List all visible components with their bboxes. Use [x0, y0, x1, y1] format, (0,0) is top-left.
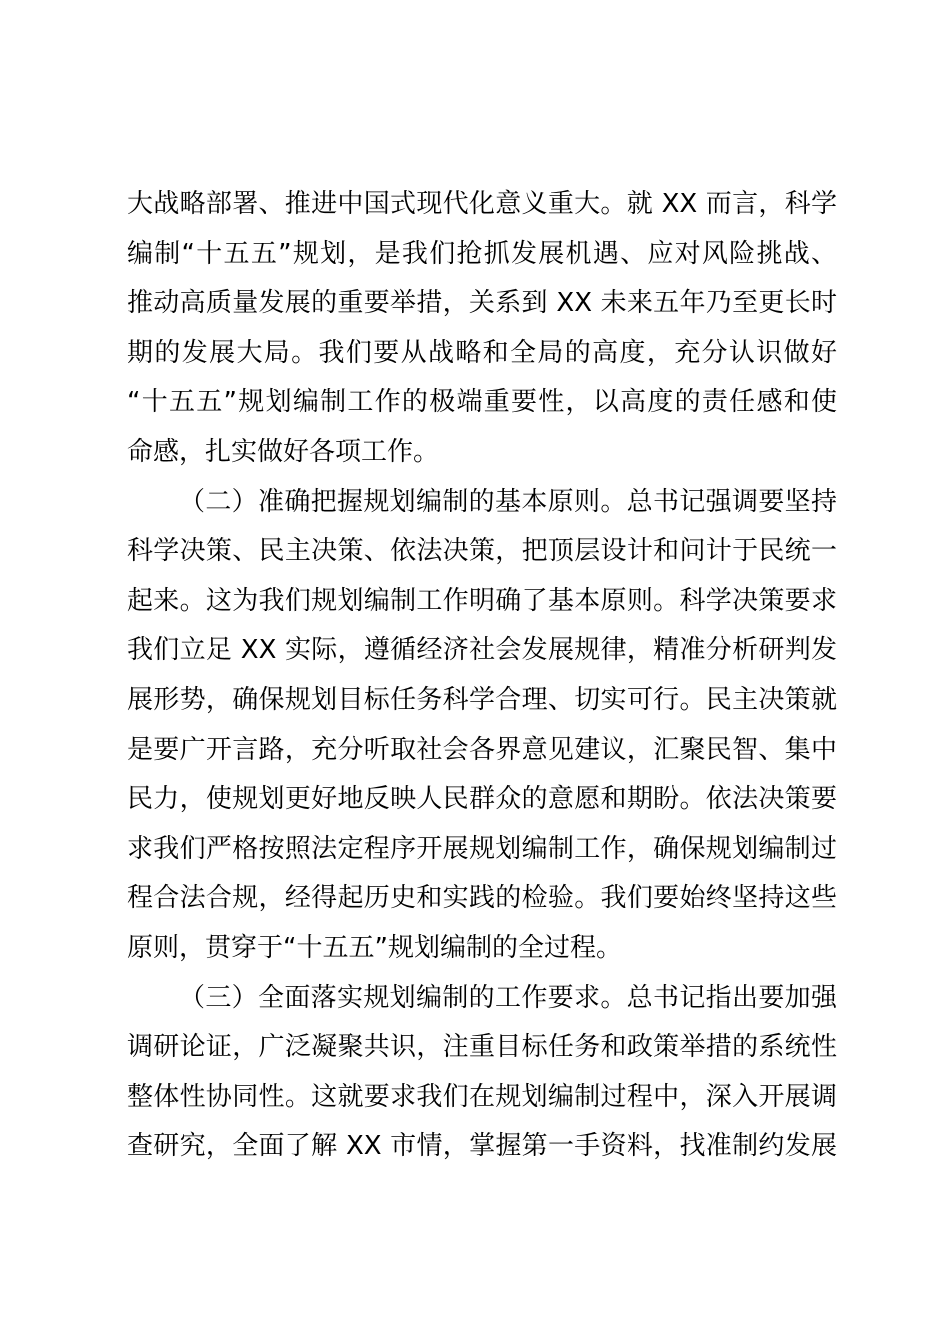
paragraph-line: 民力，使规划更好地反映人民群众的意愿和期盼。依法决策要 [127, 784, 837, 815]
paragraph-line: 大战略部署、推进中国式现代化意义重大。就 XX 而言，科学 [127, 189, 837, 219]
paragraph-line: 求我们严格按照法定程序开展规划编制工作，确保规划编制过 [127, 833, 837, 864]
paragraph-line: 期的发展大局。我们要从战略和全局的高度，充分认识做好 [127, 337, 837, 368]
paragraph-line: 科学决策、民主决策、依法决策，把顶层设计和问计于民统一 [127, 536, 837, 567]
paragraph-line: “十五五”规划编制工作的极端重要性，以高度的责任感和使 [127, 387, 837, 418]
paragraph-line: 展形势，确保规划目标任务科学合理、切实可行。民主决策就 [127, 684, 837, 715]
body-text [127, 180, 837, 1172]
paragraph-line: 推动高质量发展的重要举措，关系到 XX 未来五年乃至更长时 [127, 288, 837, 319]
paragraph-line: 整体性协同性。这就要求我们在规划编制过程中，深入开展调 [127, 1081, 837, 1112]
paragraph-line: 是要广开言路，充分听取社会各界意见建议，汇聚民智、集中 [127, 734, 837, 765]
paragraph-line: 我们立足 XX 实际，遵循经济社会发展规律，精准分析研判发 [127, 635, 837, 666]
section-heading-line: （二）准确把握规划编制的基本原则。总书记强调要坚持 [179, 486, 837, 517]
paragraph-line: 查研究，全面了解 XX 市情，掌握第一手资料，找准制约发展 [127, 1131, 837, 1162]
paragraph-line: 原则，贯穿于“十五五”规划编制的全过程。 [127, 932, 622, 963]
paragraph-line: 编制“十五五”规划，是我们抢抓发展机遇、应对风险挑战、 [127, 238, 837, 269]
paragraph-line: 命感，扎实做好各项工作。 [127, 436, 440, 467]
section-heading-line: （三）全面落实规划编制的工作要求。总书记指出要加强 [179, 982, 837, 1013]
paragraph-line: 调研论证，广泛凝聚共识，注重目标任务和政策举措的系统性 [127, 1032, 837, 1063]
paragraph-line: 起来。这为我们规划编制工作明确了基本原则。科学决策要求 [127, 585, 837, 616]
paragraph-line: 程合法合规，经得起历史和实践的检验。我们要始终坚持这些 [127, 883, 837, 914]
